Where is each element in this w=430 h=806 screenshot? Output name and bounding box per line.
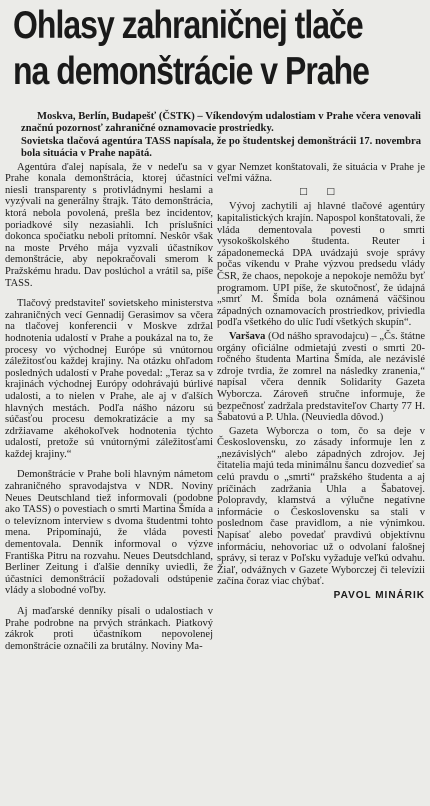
lead-text-1: Moskva, Berlín, Budapešť (ČSTK) – Víkendovým udalostiam v Prahe včera venovali značnú pozornosť zahraničné oznamovacie prostriedky.	[21, 111, 421, 135]
dateline-warsaw: Varšava	[229, 330, 266, 342]
newspaper-page	[0, 3, 430, 806]
right-column	[217, 162, 425, 655]
section-separator: □ □	[299, 186, 343, 197]
right-paragraph-2: Vývoj zachytili aj hlavné tlačové agentúry kapitalistických krajín. Napospol konštatovali, že vláda dementovala povesti o smrti vysokoškolského študenta. Reuter i západonemecká DPA uvádzajú svoje správy počas víkendu v Prahe výzvou predsedu vlády ČSR, že chaos, nepokoje a nepokoje nemôžu byť programom. UPI píše, že skutočnosť, že údajná „smrť M. Šmída bola oznámená väčšinou západných oznamovacích prostriedkov, priviedla podľa všetkého do ulíc ľudí všetkých skupín“.	[217, 201, 425, 329]
left-paragraph-4: Aj maďarské denníky písali o udalostiach v Prahe podrobne na prvých stránkach. Piatkový zákrok proti účastníkom nepovolenej demonštrácie označili za brutálny. Noviny Ma-	[5, 606, 213, 652]
article-columns	[5, 162, 425, 655]
headline-line-1: Ohlasy zahraničnej tlače	[13, 4, 363, 47]
right-paragraph-3	[217, 331, 425, 424]
right-paragraph-1: gyar Nemzet konštatovali, že situácia v Prahe je veľmi vážna.	[217, 161, 425, 185]
left-paragraph-3: Demonštrácie v Prahe boli hlavným námetom zahraničného spravodajstva v NDR. Noviny Neues Deutschland tiež informovali (podobne ako TASS) o povestiach o smrti Martina Šmída a o televíznom interview s dvoma študentmi tohto mena. Pripomínajú, že vláda povesti dementovala. Denník informoval o výzve Františka Pitru na rozvahu. Neues Deutsdchland, Berliner Zeitung i ďalšie denníky uviedli, že účastníci demonštrácií požadovali odstúpenie vlády a slobodné voľby.	[5, 469, 213, 597]
left-paragraph-2: Tlačový predstaviteľ sovietskeho ministerstva zahraničných vecí Gennadij Gerasimov sa včera na tlačovej konferencii v Moskve zdržal hodnotenia udalostí v Prahe a poukázal na to, že procesy vo východnej Európe sú vnútornou záležitosťou každej krajiny. Na otázku ohľadom posledných udalostí v Prahe povedal: „Teraz sa v krajinách východnej Európy odohrávajú búrlivé udalosti, a to nielen v Prahe, ale aj v ďalších hlavných mestách. Podľa nášho názoru sú súčasťou procesu demokratizácie a my sa zdržiavame akéhokoľvek hodnotenia týchto udalostí, pretože sú vnútornými záležitosťami každej krajiny.“	[5, 298, 213, 460]
right-paragraph-3-text: (Od nášho spravodajcu) – „Čs. štátne orgány oficiálne odmietajú zvesti o smrti 20-ročného študenta Martina Šmída, ale nezávislé zdroje tvrdia, že zomrel na následky zranenia,“ napísal včera denník Solidarity Gazeta Wyborcza. Zároveň stručne informuje, že bezpečnosť zadržala predstaviteľov Charty 77 H. Šabatovú a P. Uhla. (Neuviedla dôvod.)	[217, 330, 425, 424]
lead-paragraph	[21, 111, 421, 161]
left-column	[5, 162, 213, 655]
author-byline: PAVOL MINÁRIK	[333, 590, 425, 601]
headline	[13, 3, 369, 99]
left-paragraph-1: Agentúra ďalej napísala, že v nedeľu sa v Prahe konala demonštrácia, ktorej účastníci niesli transparenty s protivládnymi heslami a vyzývali na generálny štrajk. Táto demonštrácia, ktorá nebola povolená, prešla bez incidentov, poriadkové sily nezasiahli. Ich príslušníci dokonca spočiatku neboli prítomní. Neskôr však na moste Prvého mája vyzvali účastníkov demonštrácie, aby nepokračovali smerom k Pražskému hradu. Dav poslúchol a vrátil sa, píše TASS.	[5, 161, 213, 289]
lead-text-2: Sovietska tlačová agentúra TASS napísala, že po študentskej demonštrácii 17. novembra bola situácia v Prahe napätá.	[21, 135, 421, 160]
right-paragraph-4: Gazeta Wyborcza o tom, čo sa deje v Československu, zo zásady informuje len z „nezávislých“ alebo západných zdrojov. Jej čitatelia majú teda minimálnu šancu dozvedieť sa celú pravdu o „smrti“ pražského študenta a aj príčinách zadržania Uhla a Šabatovej. Polopravdy, klamstvá a výlučne negatívne informácie o Československu sa stali v poslednom čase pravidlom, a nie výnimkou. Napísať alebo povedať pravdivú objektívnu informáciu, nehovoriac už o odvolaní falošnej správy, si teraz v Poľsku vyžaduje veľkú odvahu. Žiaľ, odvážnych v Gazete Wyborczej či televízii začína čoraz viac chýbať.	[217, 425, 425, 588]
headline-line-2: na demonštrácie v Prahe	[13, 50, 369, 93]
